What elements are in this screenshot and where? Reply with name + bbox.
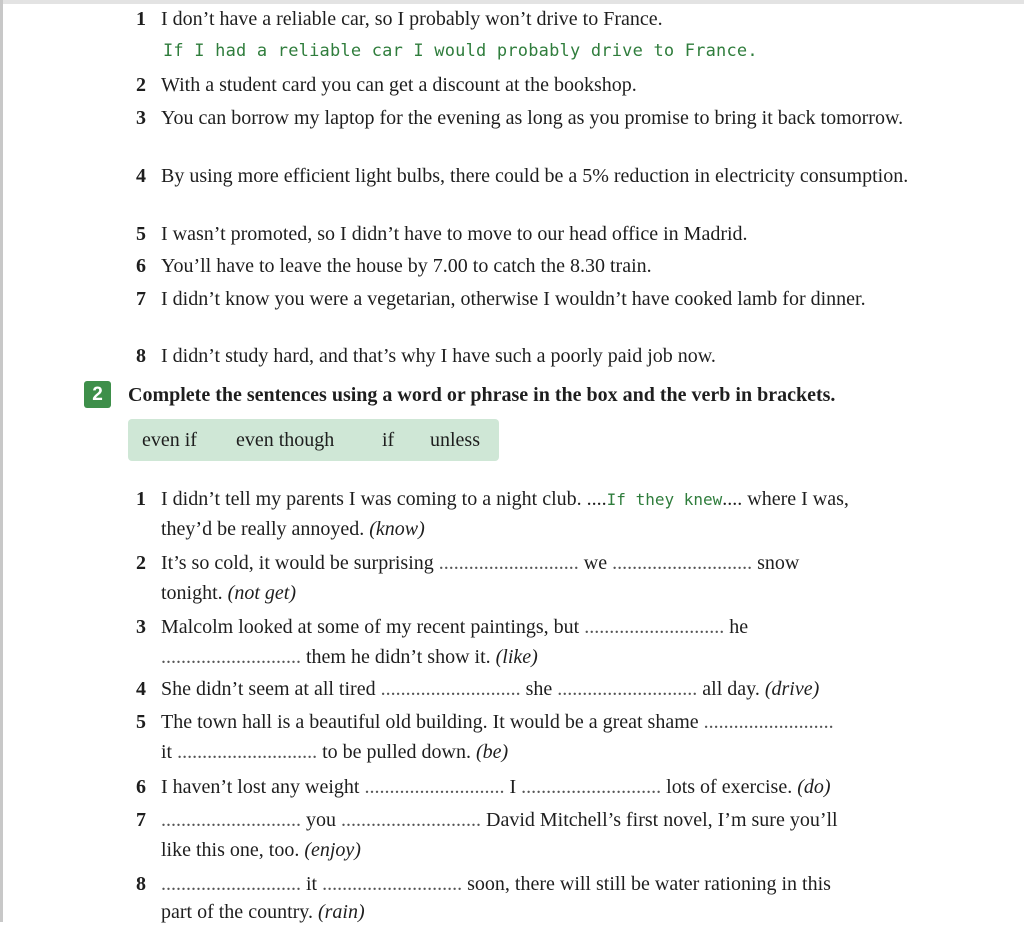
- item-text: I didn’t tell my parents I was coming to a night club. ....: [161, 488, 607, 510]
- verb-hint: (like): [495, 646, 538, 668]
- item-text: She didn’t seem at all tired: [161, 678, 376, 700]
- answer-blank[interactable]: ............................: [557, 678, 698, 700]
- item-text: You’ll have to leave the house by 7.00 to catch the 8.30 train.: [161, 255, 652, 277]
- exercise-number-badge: [84, 381, 111, 408]
- answer-blank[interactable]: ............................: [161, 873, 301, 895]
- item-number: 8: [136, 873, 146, 895]
- item-line: [161, 837, 951, 863]
- item-number: 7: [136, 288, 146, 310]
- item-text: like this one, too.: [161, 839, 300, 861]
- item-text: she: [525, 678, 553, 700]
- answer-blank[interactable]: ..........................: [703, 711, 834, 733]
- item-text: them he didn’t show it.: [306, 646, 491, 668]
- item-number: 3: [136, 107, 146, 129]
- item-line: [161, 774, 951, 800]
- item-text: I: [509, 776, 517, 798]
- item-line: [161, 871, 951, 897]
- verb-hint: (not get): [227, 582, 296, 604]
- item-number: 6: [136, 255, 146, 277]
- verb-hint: (know): [369, 518, 425, 540]
- item-text: he: [729, 616, 749, 638]
- item-line: [161, 550, 951, 576]
- item-number: 7: [136, 809, 146, 831]
- item-text: I didn’t know you were a vegetarian, otherwise I wouldn’t have cooked lamb for dinner.: [161, 288, 866, 310]
- item-text: lots of exercise.: [666, 776, 793, 798]
- item-text: it: [161, 741, 173, 763]
- item-text: By using more efficient light bulbs, there could be a 5% reduction in electricity consumption.: [161, 165, 909, 187]
- item-text: you: [306, 809, 336, 831]
- item-number: 3: [136, 616, 146, 638]
- verb-hint: (enjoy): [304, 839, 361, 861]
- item-text: The town hall is a beautiful old building. It would be a great shame: [161, 711, 699, 733]
- item-number: 4: [136, 678, 146, 700]
- item-text: I haven’t lost any weight: [161, 776, 360, 798]
- answer-blank[interactable]: ............................: [584, 616, 725, 638]
- item-line: [161, 899, 951, 925]
- item-line: [161, 807, 951, 833]
- word-box-option: unless: [430, 429, 480, 451]
- item-text: snow: [757, 552, 800, 574]
- verb-hint: (rain): [317, 901, 365, 923]
- verb-hint: (do): [797, 776, 831, 798]
- item-number: 8: [136, 345, 146, 367]
- item-number: 1: [136, 8, 146, 30]
- item-line: [161, 676, 951, 702]
- item-text: tonight.: [161, 582, 223, 604]
- item-text: Malcolm looked at some of my recent paintings, but: [161, 616, 580, 638]
- item-text: part of the country.: [161, 901, 313, 923]
- item-text: With a student card you can get a discount at the bookshop.: [161, 74, 637, 96]
- exercise-instruction: Complete the sentences using a word or phrase in the box and the verb in brackets.: [128, 384, 836, 406]
- answer-blank[interactable]: ............................: [438, 552, 579, 574]
- item-line: [161, 709, 951, 735]
- item-text: I wasn’t promoted, so I didn’t have to move to our head office in Madrid.: [161, 223, 748, 245]
- item-text: .... where I was,: [722, 488, 849, 510]
- item-text: all day.: [702, 678, 760, 700]
- answer-blank[interactable]: ............................: [161, 646, 301, 668]
- verb-hint: (be): [476, 741, 509, 763]
- item-line: [161, 614, 951, 640]
- item-text: soon, there will still be water rationing in this: [467, 873, 831, 895]
- answer-blank[interactable]: ............................: [161, 809, 301, 831]
- item-number: 1: [136, 488, 146, 510]
- item-number: 5: [136, 223, 146, 245]
- item-line: [161, 580, 951, 606]
- item-text: I didn’t study hard, and that’s why I have such a poorly paid job now.: [161, 345, 716, 367]
- item-line: [161, 644, 951, 670]
- answer-blank[interactable]: ............................: [380, 678, 521, 700]
- item-text: You can borrow my laptop for the evening as long as you promise to bring it back tomorrow.: [161, 107, 904, 129]
- item-number: 2: [136, 552, 146, 574]
- exercise-number: 2: [92, 384, 103, 405]
- item-text: I don’t have a reliable car, so I probably won’t drive to France.: [161, 8, 663, 30]
- answer-blank[interactable]: ............................: [364, 776, 505, 798]
- item-number: 4: [136, 165, 146, 187]
- answer-blank[interactable]: ............................: [322, 873, 463, 895]
- item-text: David Mitchell’s first novel, I’m sure you’ll: [486, 809, 838, 831]
- handwritten-answer: If I had a reliable car I would probably drive to France.: [163, 41, 758, 61]
- verb-hint: (drive): [764, 678, 820, 700]
- item-text: It’s so cold, it would be surprising: [161, 552, 434, 574]
- filled-answer: If they knew: [606, 490, 723, 509]
- word-box-option: even though: [236, 429, 335, 451]
- item-line: [161, 486, 951, 513]
- item-line: [161, 516, 951, 542]
- item-number: 2: [136, 74, 146, 96]
- word-box-option: even if: [142, 429, 197, 451]
- answer-blank[interactable]: ............................: [341, 809, 481, 831]
- answer-blank[interactable]: ............................: [177, 741, 318, 763]
- word-box: [128, 419, 499, 461]
- answer-blank[interactable]: ............................: [612, 552, 753, 574]
- word-box-option: if: [382, 429, 395, 451]
- item-number: 6: [136, 776, 146, 798]
- item-text: to be pulled down.: [322, 741, 471, 763]
- item-line: [161, 739, 951, 765]
- answer-blank[interactable]: ............................: [521, 776, 662, 798]
- item-text: it: [306, 873, 318, 895]
- item-text: they’d be really annoyed.: [161, 518, 365, 540]
- item-text: we: [583, 552, 608, 574]
- item-number: 5: [136, 711, 146, 733]
